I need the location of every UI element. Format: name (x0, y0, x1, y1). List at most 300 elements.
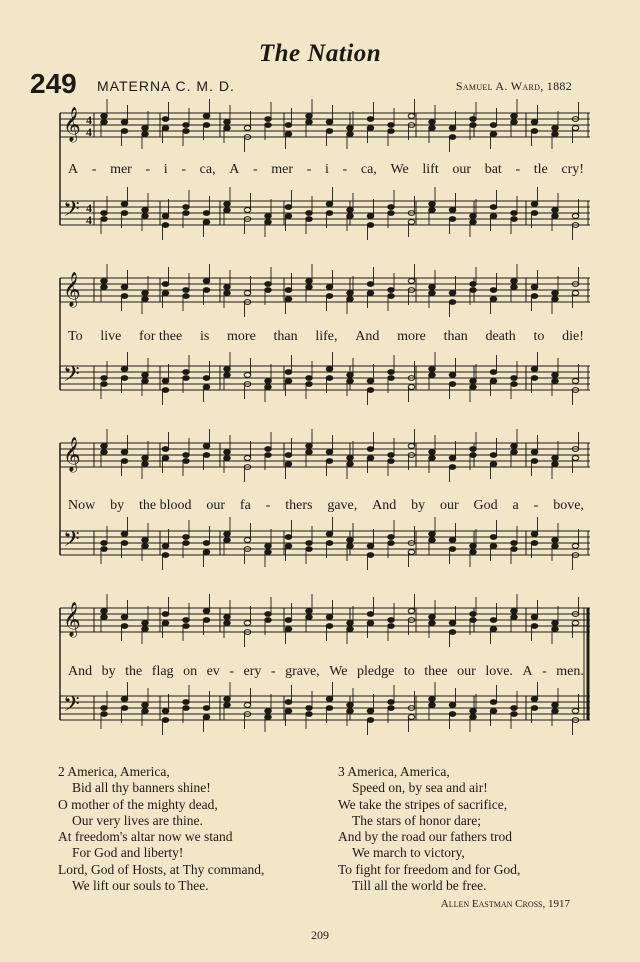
verse-line: We lift our souls to Thee. (72, 878, 209, 894)
note-head (265, 123, 272, 128)
lyric-syllable: i (163, 162, 168, 177)
lyric-syllable: a (512, 498, 519, 513)
note-head (408, 550, 415, 555)
lyric-syllable: our (457, 664, 476, 679)
note-head (347, 373, 354, 378)
note-head (470, 379, 477, 384)
note-head (470, 385, 477, 390)
lyric-syllable: i (325, 162, 329, 177)
note-head (224, 615, 231, 620)
note-head (285, 132, 292, 137)
note-head (429, 615, 436, 620)
note-head (449, 135, 456, 140)
treble-clef: 𝄞 (63, 602, 81, 637)
note-head (265, 709, 272, 714)
note-head (121, 202, 128, 207)
note-head (265, 282, 272, 287)
verse-3 (338, 764, 520, 894)
note-head (347, 126, 354, 131)
lyric-syllable: more (227, 329, 256, 344)
lyric-syllable: ca, (199, 162, 216, 177)
note-head (203, 376, 210, 381)
note-head (449, 538, 456, 543)
note-head (470, 447, 477, 452)
verse-line: To fight for freedom and for God, (338, 861, 521, 877)
lyric-syllable: We (390, 162, 409, 177)
note-head (470, 214, 477, 219)
note-head (572, 456, 579, 461)
note-head (306, 450, 313, 455)
note-head (552, 379, 559, 384)
lyric-syllable: - (306, 162, 312, 177)
tune-name: MATERNA C. M. D. (97, 78, 235, 94)
note-head (244, 291, 251, 296)
note-head (572, 379, 579, 384)
music-system-4 (60, 600, 590, 760)
note-head (531, 459, 538, 464)
note-head (203, 541, 210, 546)
lyric-syllable: Now (68, 498, 96, 513)
lyrics-line-3 (60, 498, 590, 514)
note-head (183, 205, 190, 210)
lyrics-line-1 (60, 162, 590, 178)
note-head (449, 630, 456, 635)
note-head (511, 120, 518, 125)
note-head (121, 624, 128, 629)
note-head (347, 379, 354, 384)
note-head (449, 712, 456, 717)
note-head (162, 223, 169, 228)
note-head (162, 456, 169, 461)
bass-clef: 𝄢 (63, 197, 80, 227)
lyric-syllable: by (110, 498, 125, 513)
lyric-syllable: bove, (553, 498, 584, 513)
note-head (490, 462, 497, 467)
note-head (183, 123, 190, 128)
note-head (429, 450, 436, 455)
note-head (470, 715, 477, 720)
note-head (183, 700, 190, 705)
note-head (429, 621, 436, 626)
music-system-1 (60, 105, 590, 265)
note-head (224, 456, 231, 461)
note-head (572, 544, 579, 549)
note-head (306, 706, 313, 711)
note-head (470, 453, 477, 458)
lyric-syllable: - (265, 498, 271, 513)
note-head (511, 376, 518, 381)
note-head (306, 211, 313, 216)
note-head (572, 291, 579, 296)
note-head (162, 117, 169, 122)
note-head (531, 120, 538, 125)
note-head (490, 709, 497, 714)
note-head (224, 703, 231, 708)
note-head (531, 129, 538, 134)
note-head (326, 285, 333, 290)
note-head (121, 129, 128, 134)
note-head (449, 291, 456, 296)
note-head (162, 291, 169, 296)
note-head (388, 459, 395, 464)
note-head (285, 618, 292, 623)
note-head (511, 444, 518, 449)
note-head (388, 211, 395, 216)
note-head (244, 208, 251, 213)
lyric-syllable: - (533, 498, 539, 513)
note-head (470, 288, 477, 293)
lyric-syllable: men. (556, 664, 584, 679)
time-signature-top: 4 (86, 201, 92, 215)
note-head (347, 538, 354, 543)
note-head (203, 444, 210, 449)
note-head (142, 462, 149, 467)
note-head (490, 370, 497, 375)
note-head (244, 456, 251, 461)
note-head (203, 220, 210, 225)
lyric-syllable: than (443, 329, 468, 344)
note-head (490, 297, 497, 302)
note-head (552, 621, 559, 626)
note-head (429, 208, 436, 213)
note-head (162, 282, 169, 287)
note-head (531, 697, 538, 702)
note-head (306, 541, 313, 546)
note-head (449, 373, 456, 378)
note-head (429, 291, 436, 296)
note-head (367, 388, 374, 393)
note-head (183, 294, 190, 299)
note-head (162, 621, 169, 626)
note-head (224, 367, 231, 372)
lyric-syllable: - (252, 162, 258, 177)
note-head (429, 120, 436, 125)
lyric-syllable: to (533, 329, 545, 344)
note-head (326, 624, 333, 629)
note-head (326, 532, 333, 537)
lyric-syllable: And (68, 664, 93, 679)
note-head (121, 285, 128, 290)
note-head (511, 450, 518, 455)
note-head (101, 114, 108, 119)
note-head (203, 123, 210, 128)
note-head (203, 114, 210, 119)
note-head (101, 444, 108, 449)
lyric-syllable: death (485, 329, 516, 344)
note-head (101, 382, 108, 387)
note-head (367, 544, 374, 549)
note-head (511, 279, 518, 284)
note-head (511, 217, 518, 222)
note-head (388, 370, 395, 375)
note-head (162, 379, 169, 384)
lyric-syllable: cry! (561, 162, 584, 177)
note-head (121, 697, 128, 702)
lyric-syllable: - (515, 162, 521, 177)
note-head (203, 618, 210, 623)
note-head (121, 450, 128, 455)
note-head (490, 627, 497, 632)
note-head (326, 697, 333, 702)
note-head (470, 220, 477, 225)
note-head (121, 294, 128, 299)
note-head (183, 618, 190, 623)
note-head (470, 709, 477, 714)
lyric-syllable: our (452, 162, 472, 177)
time-signature-top: 4 (86, 113, 92, 127)
note-head (306, 382, 313, 387)
note-head (306, 114, 313, 119)
note-head (367, 553, 374, 558)
note-head (142, 538, 149, 543)
note-head (326, 202, 333, 207)
note-head (511, 615, 518, 620)
note-head (142, 703, 149, 708)
note-head (162, 214, 169, 219)
lyric-syllable: live (100, 329, 122, 344)
author-credit: Allen Eastman Cross, 1917 (440, 898, 570, 910)
note-head (552, 703, 559, 708)
lyric-syllable: A (68, 162, 79, 177)
note-head (449, 621, 456, 626)
note-head (347, 456, 354, 461)
note-head (162, 718, 169, 723)
verse-line: We march to victory, (352, 845, 465, 861)
time-signature-bottom: 4 (86, 213, 92, 227)
note-head (326, 459, 333, 464)
note-head (265, 220, 272, 225)
note-head (470, 550, 477, 555)
lyric-syllable: ca, (360, 162, 377, 177)
note-head (347, 621, 354, 626)
note-head (511, 712, 518, 717)
lyric-syllable: our (206, 498, 226, 513)
note-head (183, 706, 190, 711)
note-head (162, 544, 169, 549)
note-head (142, 709, 149, 714)
verse-line: Speed on, by sea and air! (352, 780, 488, 796)
note-head (183, 211, 190, 216)
note-head (511, 211, 518, 216)
lyric-syllable: mer (271, 162, 294, 177)
note-head (388, 288, 395, 293)
lyric-syllable: ery (243, 664, 262, 679)
note-head (490, 379, 497, 384)
note-head (572, 621, 579, 626)
note-head (224, 120, 231, 125)
note-head (306, 120, 313, 125)
note-head (531, 624, 538, 629)
note-head (367, 214, 374, 219)
note-head (490, 535, 497, 540)
note-head (408, 715, 415, 720)
note-head (101, 615, 108, 620)
note-head (531, 211, 538, 216)
bass-clef: 𝄢 (63, 692, 80, 722)
note-head (265, 618, 272, 623)
verse-line: At freedom's altar now we stand (58, 829, 233, 845)
lyric-syllable: God (473, 498, 498, 513)
lyric-syllable: bat (484, 162, 502, 177)
note-head (326, 541, 333, 546)
note-head (285, 370, 292, 375)
note-head (326, 367, 333, 372)
note-head (552, 291, 559, 296)
note-head (142, 373, 149, 378)
note-head (531, 615, 538, 620)
note-head (203, 279, 210, 284)
note-head (121, 706, 128, 711)
note-head (265, 612, 272, 617)
verse-2 (58, 764, 264, 894)
note-head (121, 367, 128, 372)
note-head (142, 291, 149, 296)
note-head (244, 538, 251, 543)
note-head (429, 703, 436, 708)
note-head (429, 126, 436, 131)
note-head (306, 547, 313, 552)
note-head (326, 120, 333, 125)
note-head (101, 450, 108, 455)
note-head (429, 532, 436, 537)
note-head (531, 450, 538, 455)
note-head (285, 379, 292, 384)
note-head (347, 462, 354, 467)
music-system-2 (60, 270, 590, 430)
note-head (285, 288, 292, 293)
note-head (183, 535, 190, 540)
note-head (285, 297, 292, 302)
note-head (572, 214, 579, 219)
note-head (367, 117, 374, 122)
lyric-syllable: To (68, 329, 83, 344)
lyric-syllable: on (183, 664, 198, 679)
note-head (224, 126, 231, 131)
note-head (429, 373, 436, 378)
note-head (306, 285, 313, 290)
note-head (142, 379, 149, 384)
note-head (285, 709, 292, 714)
note-head (511, 285, 518, 290)
note-head (142, 208, 149, 213)
note-head (388, 618, 395, 623)
note-head (490, 123, 497, 128)
note-head (367, 291, 374, 296)
note-head (224, 373, 231, 378)
note-head (449, 465, 456, 470)
note-head (265, 550, 272, 555)
lyric-syllable: life, (315, 329, 338, 344)
note-head (449, 382, 456, 387)
note-head (203, 706, 210, 711)
note-head (388, 129, 395, 134)
note-head (306, 615, 313, 620)
lyric-syllable: is (199, 329, 210, 344)
note-head (326, 294, 333, 299)
note-head (347, 297, 354, 302)
note-head (531, 706, 538, 711)
lyrics-line-4 (60, 664, 590, 680)
note-head (552, 544, 559, 549)
note-head (285, 627, 292, 632)
note-head (367, 612, 374, 617)
music-system-3 (60, 435, 590, 595)
lyric-syllable: - (145, 162, 151, 177)
note-head (101, 541, 108, 546)
note-head (470, 612, 477, 617)
note-head (203, 385, 210, 390)
note-head (203, 550, 210, 555)
lyric-syllable: - (342, 162, 348, 177)
note-head (121, 459, 128, 464)
lyric-syllable: And (355, 329, 380, 344)
note-head (285, 535, 292, 540)
lyric-syllable: die! (562, 329, 584, 344)
verse-line: Lord, God of Hosts, at Thy command, (58, 861, 265, 877)
section-heading: The Nation (258, 40, 382, 67)
note-head (490, 205, 497, 210)
note-head (121, 532, 128, 537)
lyric-syllable: by (411, 498, 426, 513)
note-head (572, 126, 579, 131)
note-head (183, 370, 190, 375)
verse-line: We take the stripes of sacrifice, (338, 796, 508, 812)
note-head (142, 627, 149, 632)
note-head (101, 712, 108, 717)
note-head (388, 700, 395, 705)
note-head (101, 285, 108, 290)
lyric-syllable: And (372, 498, 397, 513)
lyric-syllable: pledge (357, 664, 395, 679)
note-head (306, 217, 313, 222)
note-head (511, 547, 518, 552)
note-head (367, 447, 374, 452)
note-head (408, 220, 415, 225)
lyric-syllable: our (440, 498, 459, 513)
note-head (347, 709, 354, 714)
note-head (531, 532, 538, 537)
note-head (183, 624, 190, 629)
note-head (490, 288, 497, 293)
note-head (347, 627, 354, 632)
hymn-number: 249 (30, 68, 77, 99)
note-head (326, 450, 333, 455)
note-head (285, 700, 292, 705)
note-head (326, 706, 333, 711)
lyric-syllable: thee (424, 664, 448, 679)
note-head (306, 376, 313, 381)
treble-clef: 𝄞 (63, 272, 81, 307)
note-head (347, 291, 354, 296)
time-signature-bottom: 4 (86, 125, 92, 139)
note-head (408, 609, 415, 614)
note-head (203, 288, 210, 293)
note-head (367, 456, 374, 461)
lyric-syllable: - (229, 664, 234, 679)
note-head (449, 217, 456, 222)
note-head (449, 456, 456, 461)
lyric-syllable: more (397, 329, 426, 344)
note-head (183, 376, 190, 381)
note-head (162, 612, 169, 617)
note-head (326, 615, 333, 620)
note-head (224, 532, 231, 537)
note-head (101, 547, 108, 552)
note-head (429, 202, 436, 207)
note-head (244, 373, 251, 378)
lyric-syllable: fa (239, 498, 251, 513)
note-head (183, 453, 190, 458)
